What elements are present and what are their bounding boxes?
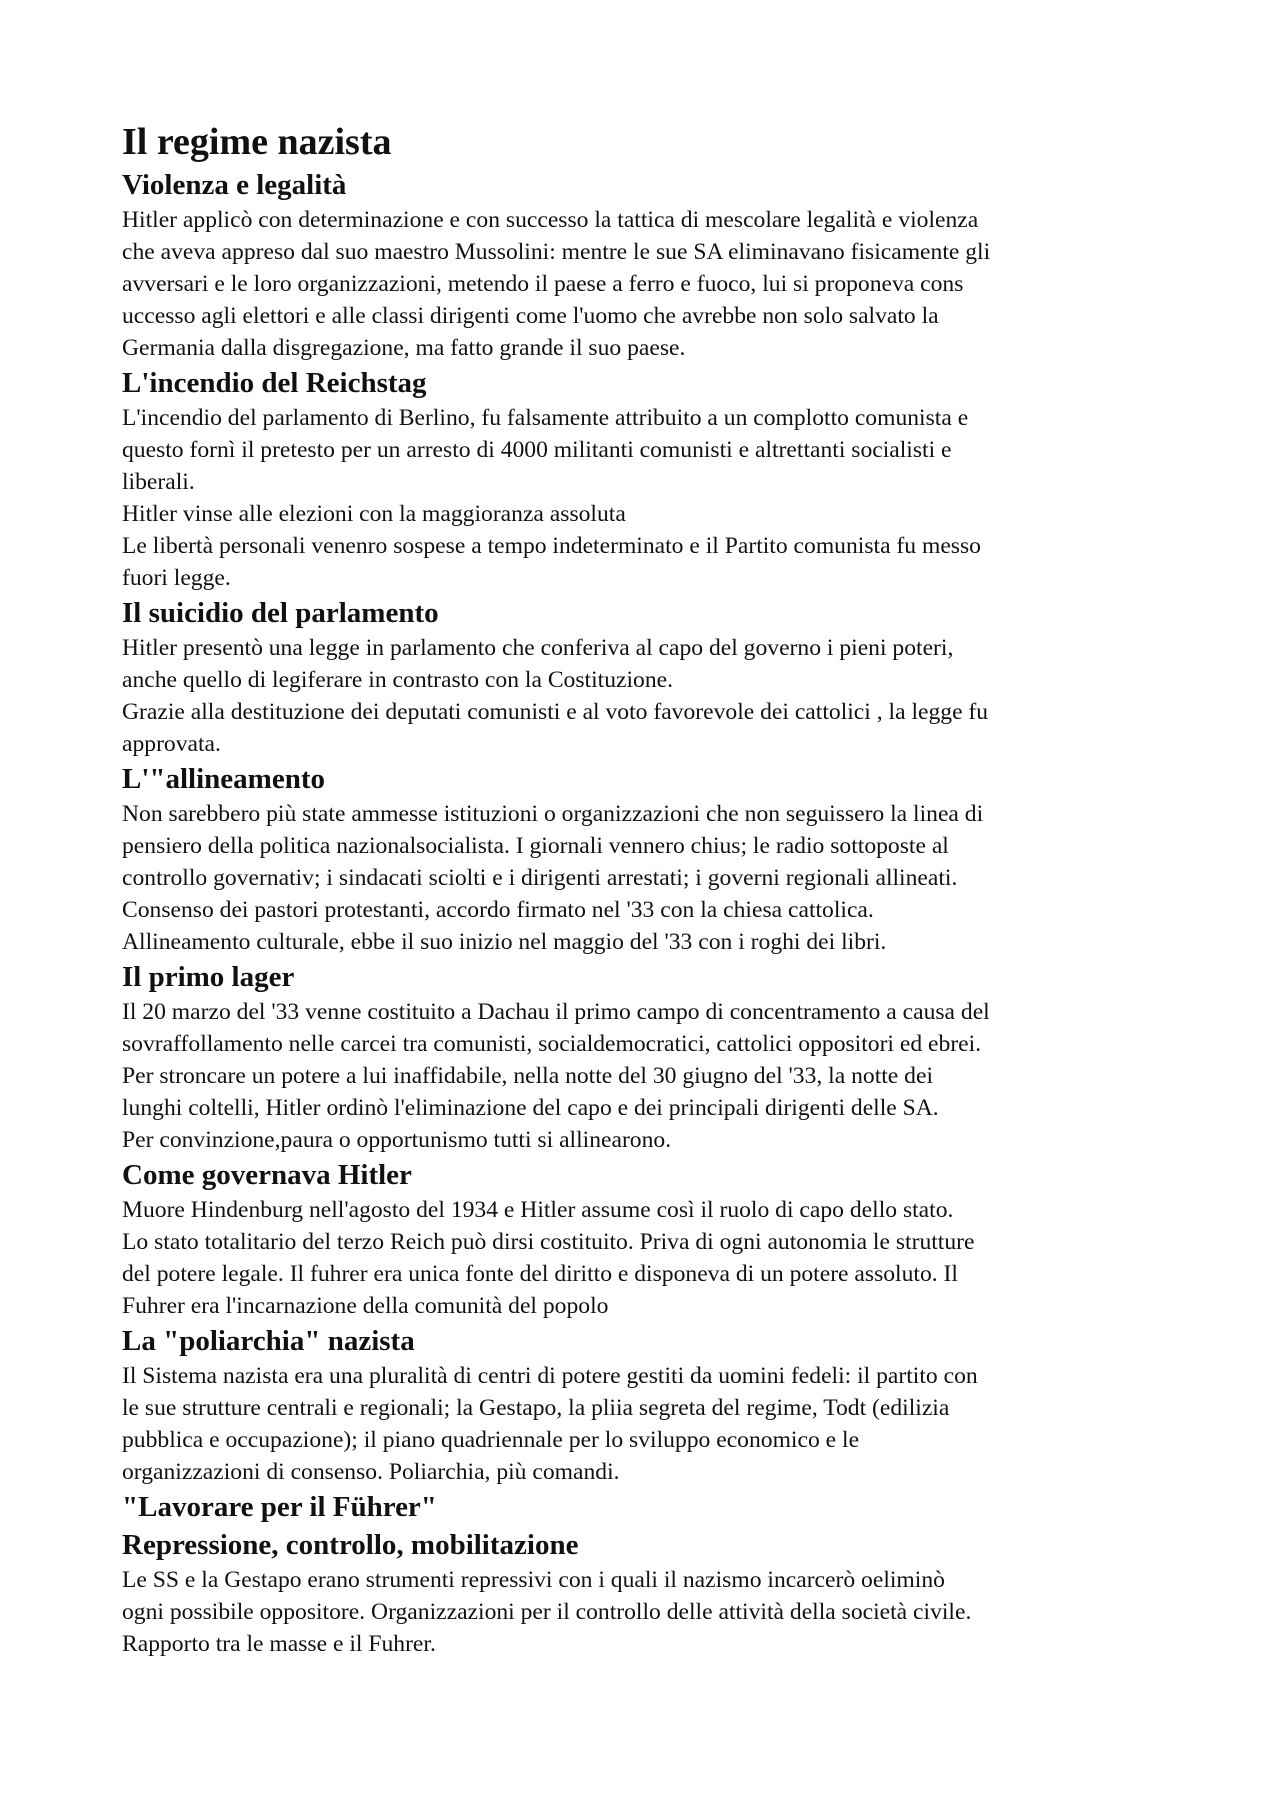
section-heading: La "poliarchia" nazista xyxy=(122,1325,415,1357)
paragraph: Hitler applicò con determinazione e con successo la tattica di mescolare legalità e violenza che aveva appreso dal suo maestro Mussolini: mentre le sue SA eliminavano fisicamente gli avversari e le loro organizzazioni, metendo il paese a ferro e fuoco, lui si proponeva cons uccesso agli elettori e alle classi dirigenti come l'uomo che avrebbe non solo salvato la Germania dalla disgregazione, ma fatto grande il suo paese. xyxy=(122,207,991,361)
section-repressione xyxy=(122,1526,1172,1660)
document-page xyxy=(122,118,1172,1660)
paragraph: Hitler vinse alle elezioni con la maggioranza assoluta xyxy=(122,501,626,527)
paragraph: Grazie alla destituzione dei deputati comunisti e al voto favorevole dei cattolici , la legge fu approvata. xyxy=(122,699,989,757)
paragraph: Consenso dei pastori protestanti, accordo firmato nel '33 con la chiesa cattolica. xyxy=(122,897,874,923)
paragraph: Muore Hindenburg nell'agosto del 1934 e Hitler assume così il ruolo di capo dello stato. xyxy=(122,1197,954,1223)
paragraph: Le SS e la Gestapo erano strumenti repressivi con i quali il nazismo incarcerò oeliminò ogni possibile oppositore. Organizzazioni per il controllo delle attività della società civile. Rapporto tra le masse e il Fuhrer. xyxy=(122,1567,972,1657)
section-heading: L'incendio del Reichstag xyxy=(122,367,427,399)
section-primo-lager xyxy=(122,958,1172,1156)
section-heading: Repressione, controllo, mobilitazione xyxy=(122,1529,579,1561)
section-incendio xyxy=(122,364,1172,594)
paragraph: Non sarebbero più state ammesse istituzioni o organizzazioni che non seguissero la linea di pensiero della politica nazionalsocialista. I giornali vennero chius; le radio sottoposte al controllo governativ; i sindacati sciolti e i dirigenti arrestati; i governi regionali allineati. xyxy=(122,801,984,891)
section-violenza xyxy=(122,166,1172,364)
section-come-governava xyxy=(122,1156,1172,1322)
section-heading: Come governava Hitler xyxy=(122,1159,412,1191)
section-suicidio xyxy=(122,594,1172,760)
section-heading: Il suicidio del parlamento xyxy=(122,597,439,629)
section-heading: L'"allineamento xyxy=(122,763,325,795)
paragraph: Lo stato totalitario del terzo Reich può dirsi costituito. Priva di ogni autonomia le strutture del potere legale. Il fuhrer era unica fonte del diritto e disponeva di un potere assoluto. Il Fuhrer era l'incarnazione della comunità del popolo xyxy=(122,1229,975,1319)
paragraph: Per convinzione,paura o opportunismo tutti si allinearono. xyxy=(122,1127,672,1153)
paragraph: Per stroncare un potere a lui inaffidabile, nella notte del 30 giugno del '33, la notte dei lunghi coltelli, Hitler ordinò l'eliminazione del capo e dei principali dirigenti delle SA. xyxy=(122,1063,939,1121)
paragraph: Il 20 marzo del '33 venne costituito a Dachau il primo campo di concentramento a causa del sovraffollamento nelle carcei tra comunisti, socialdemocratici, cattolici oppositori ed ebrei. xyxy=(122,999,990,1057)
section-heading: Violenza e legalità xyxy=(122,169,347,201)
section-heading: Il primo lager xyxy=(122,961,295,993)
section-heading: "Lavorare per il Führer" xyxy=(122,1491,437,1523)
paragraph: L'incendio del parlamento di Berlino, fu falsamente attribuito a un complotto comunista e questo fornì il pretesto per un arresto di 4000 militanti comunisti e altrettanti socialisti e liberali. xyxy=(122,405,969,495)
paragraph: Le libertà personali venenro sospese a tempo indeterminato e il Partito comunista fu messo fuori legge. xyxy=(122,533,981,591)
section-allineamento xyxy=(122,760,1172,958)
document-title: Il regime nazista xyxy=(122,121,392,163)
paragraph: Hitler presentò una legge in parlamento che conferiva al capo del governo i pieni poteri, anche quello di legiferare in contrasto con la Costituzione. xyxy=(122,635,954,693)
section-lavorare xyxy=(122,1488,1172,1526)
section-poliarchia xyxy=(122,1322,1172,1488)
paragraph: Il Sistema nazista era una pluralità di centri di potere gestiti da uomini fedeli: il partito con le sue strutture centrali e regionali; la Gestapo, la pliia segreta del regime, Todt (edilizia pubblica e occupazione); il piano quadriennale per lo sviluppo economico e le organizzazioni di consenso. Poliarchia, più comandi. xyxy=(122,1363,978,1485)
paragraph: Allineamento culturale, ebbe il suo inizio nel maggio del '33 con i roghi dei libri. xyxy=(122,929,887,955)
